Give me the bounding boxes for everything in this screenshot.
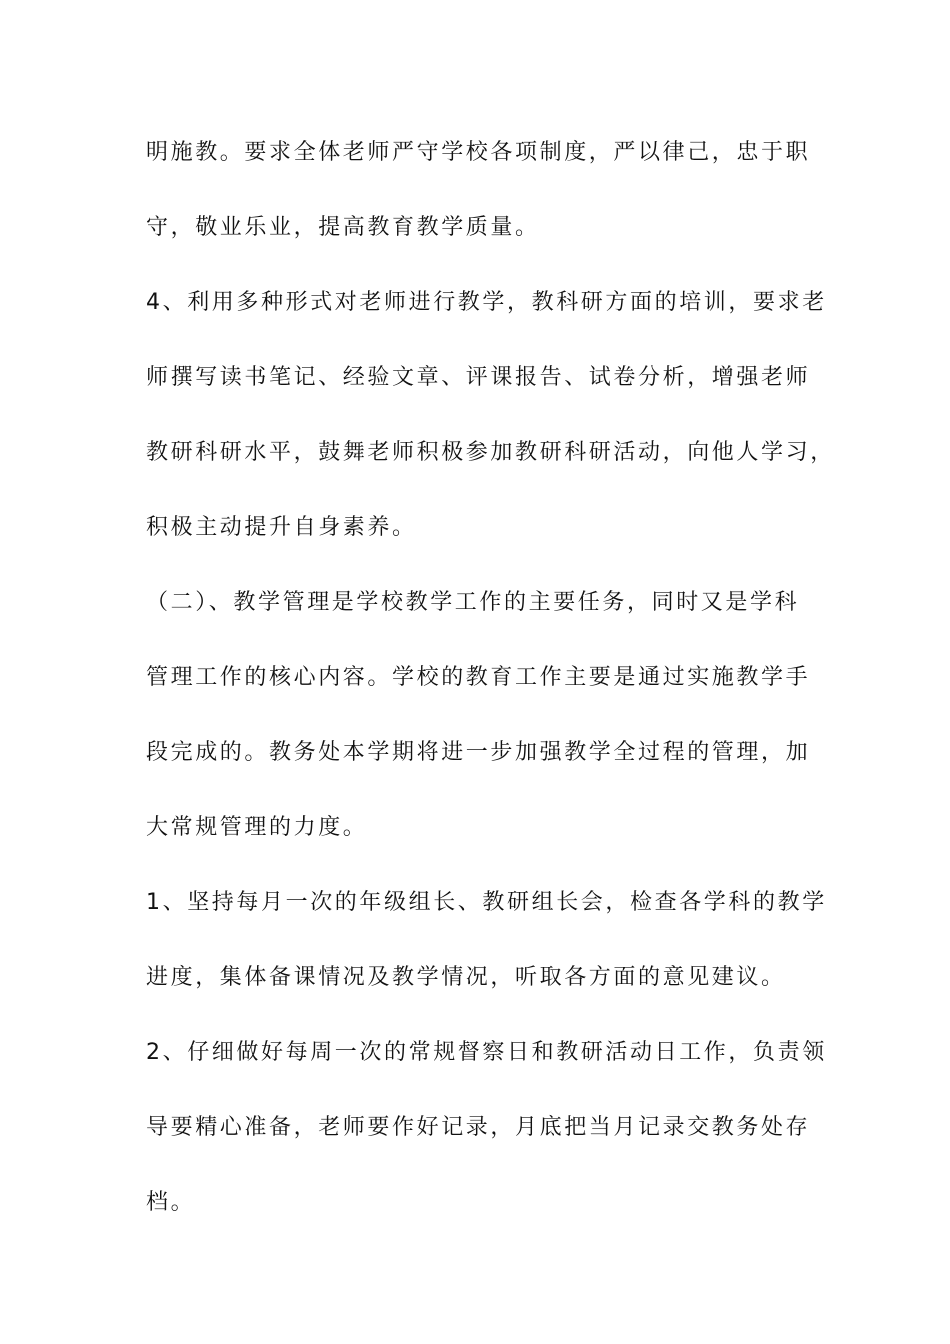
text-line-1: 明施教。要求全体老师严守学校各项制度，严以律己，忠于职 bbox=[146, 140, 811, 165]
text-line-2: 守，敬业乐业，提高教育教学质量。 bbox=[146, 215, 540, 240]
text-line-5: 教研科研水平，鼓舞老师积极参加教研科研活动，向他人学习， bbox=[146, 440, 835, 465]
text-line-4: 师撰写读书笔记、经验文章、评课报告、试卷分析，增强老师 bbox=[146, 365, 811, 390]
text-line-9: 段完成的。教务处本学期将进一步加强教学全过程的管理，加 bbox=[146, 740, 811, 765]
text-line-7: （二）、教学管理是学校教学工作的主要任务，同时又是学科 bbox=[146, 590, 800, 615]
text-line-6: 积极主动提升自身素养。 bbox=[146, 515, 417, 540]
text-line-10: 大常规管理的力度。 bbox=[146, 815, 368, 840]
text-line-3: 4、利用多种形式对老师进行教学，教科研方面的培训，要求老 bbox=[146, 290, 827, 315]
text-line-11: 1、坚持每月一次的年级组长、教研组长会，检查各学科的教学 bbox=[146, 890, 827, 915]
text-line-8: 管理工作的核心内容。学校的教育工作主要是通过实施教学手 bbox=[146, 665, 811, 690]
text-line-13: 2、仔细做好每周一次的常规督察日和教研活动日工作，负责领 bbox=[146, 1040, 827, 1065]
text-line-12: 进度，集体备课情况及教学情况，听取各方面的意见建议。 bbox=[146, 965, 786, 990]
text-line-14: 导要精心准备，老师要作好记录，月底把当月记录交教务处存 bbox=[146, 1115, 811, 1140]
text-line-15: 档。 bbox=[146, 1190, 196, 1215]
